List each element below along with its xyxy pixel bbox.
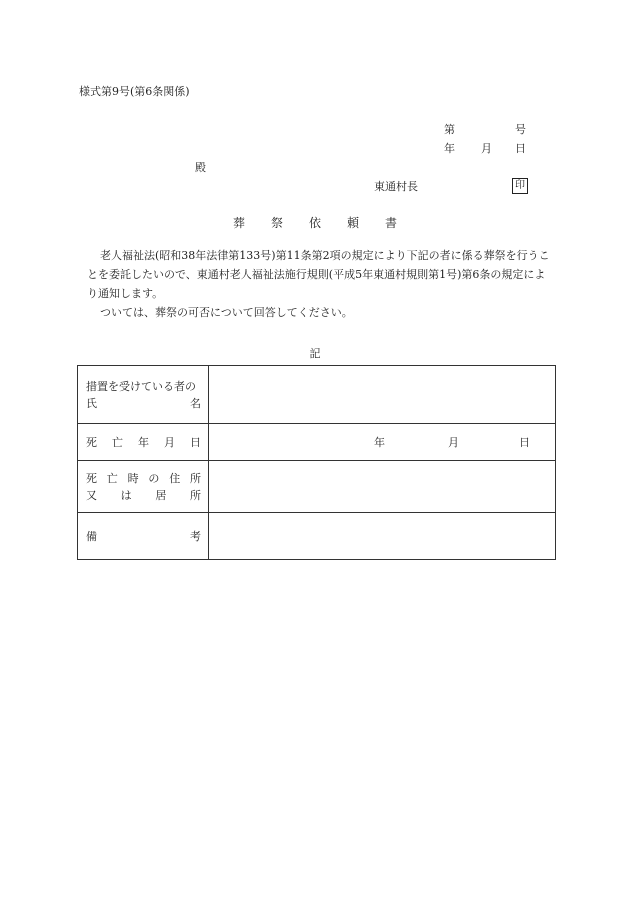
document-title: 葬祭依頼書 (232, 216, 423, 230)
issue-date-day: 日 (515, 142, 526, 155)
addressee-honorific: 殿 (195, 161, 206, 174)
death-date-day: 日 (519, 436, 530, 449)
death-address-label-line2: 又は居所 (86, 488, 201, 502)
death-date-field[interactable] (209, 424, 556, 461)
seal-mark: 印 (512, 178, 528, 194)
body-text (87, 246, 555, 322)
recipient-name-field[interactable] (209, 366, 556, 424)
details-table (77, 365, 556, 560)
body-paragraph-2: ついては、葬祭の可否について回答してください。 (100, 306, 353, 319)
sender-title: 東通村長 (374, 180, 418, 193)
table-row-remarks (78, 513, 556, 560)
death-address-label-cell (78, 461, 209, 513)
death-date-month: 月 (448, 436, 459, 449)
body-paragraph-1: 老人福祉法(昭和38年法律第133号)第11条第2項の規定により下記の者に係る葬祭を行うことを委託したいので、東通村老人福祉法施行規則(平成5年東通村規則第1号)第6条の規定により通知します。 (87, 249, 550, 300)
table-row-death-address (78, 461, 556, 513)
issue-date-month: 月 (481, 142, 492, 155)
death-date-year: 年 (374, 436, 385, 449)
recipient-name-label-cell (78, 366, 209, 424)
document-number-suffix: 号 (515, 123, 526, 136)
remarks-label: 備考 (86, 529, 201, 543)
issue-date-year: 年 (444, 142, 455, 155)
death-date-label-cell (78, 424, 209, 461)
recipient-name-label-line2: 氏名 (86, 396, 201, 410)
death-address-label-line1: 死亡時の住所 (86, 471, 201, 485)
table-row-recipient-name (78, 366, 556, 424)
form-number: 様式第9号(第6条関係) (79, 85, 190, 98)
recipient-name-label-line1: 措置を受けている者の (86, 379, 196, 393)
remarks-field[interactable] (209, 513, 556, 560)
record-mark: 記 (309, 347, 321, 360)
death-date-label: 死亡年月日 (86, 435, 201, 449)
remarks-label-cell (78, 513, 209, 560)
table-row-death-date (78, 424, 556, 461)
document-number-prefix: 第 (444, 123, 455, 136)
death-address-field[interactable] (209, 461, 556, 513)
